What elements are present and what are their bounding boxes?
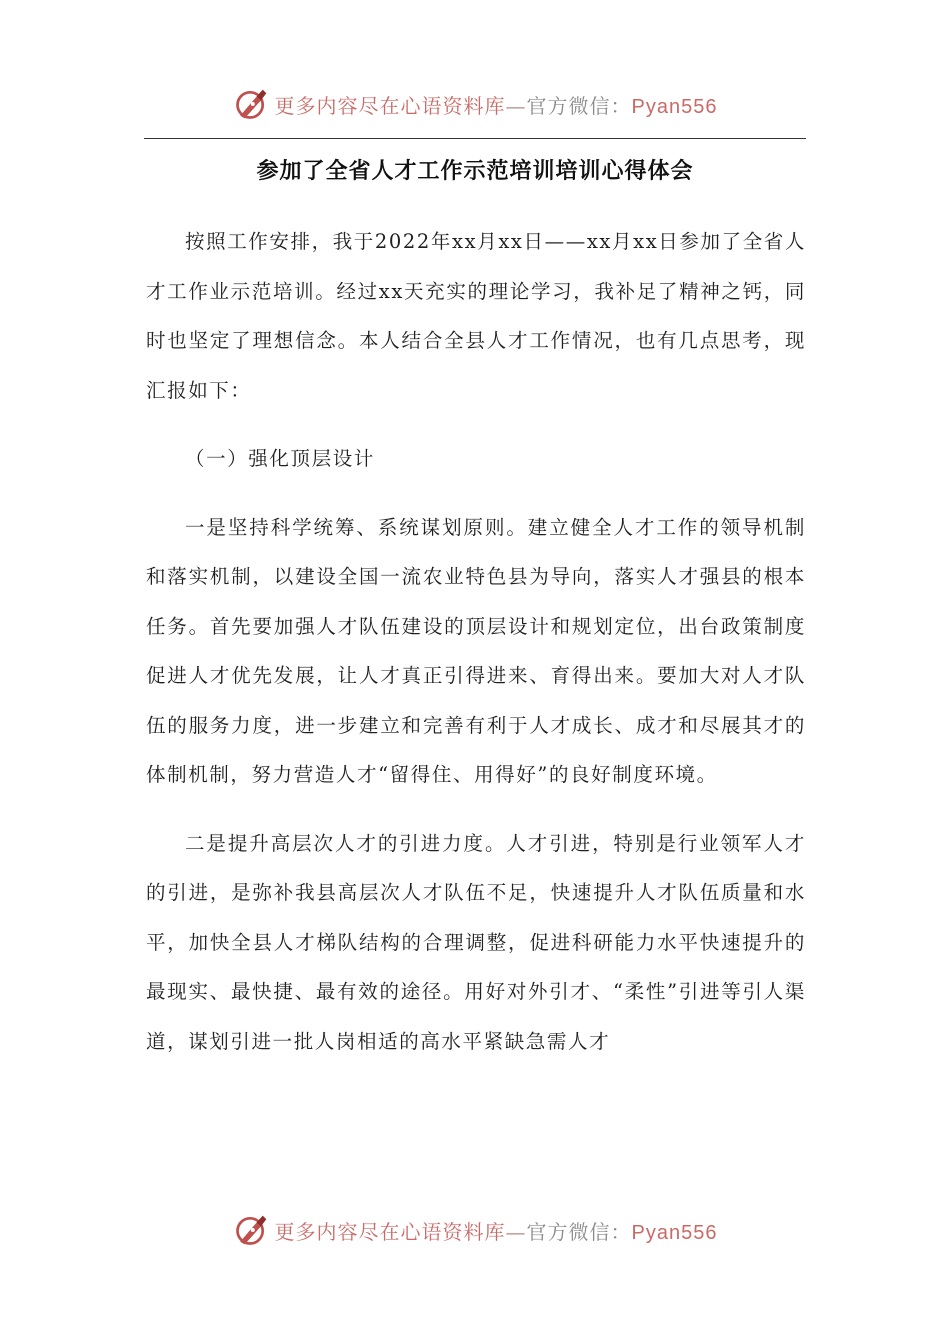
footer-brand-text: 更多内容尽在心语资料库—官方微信：Pyan556 bbox=[274, 1219, 718, 1244]
header-divider bbox=[144, 138, 806, 139]
document-body bbox=[146, 217, 806, 1066]
section-heading: （一）强化顶层设计 bbox=[185, 447, 375, 470]
point-one-paragraph: 一是坚持科学统筹、系统谋划原则。建立健全人才工作的领导机制和落实机制，以建设全国一流农业特色县为导向，落实人才强县的根本任务。首先要加强人才队伍建设的顶层设计和规划定位，出台政策制度促进人才优先发展，让人才真正引得进来、育得出来。要加大对人才队伍的服务力度，进一步建立和完善有利于人才成长、成才和尽展其才的体制机制，努力营造人才“留得住、用得好”的良好制度环境。 bbox=[146, 515, 806, 786]
header-banner bbox=[0, 82, 950, 126]
point-two-paragraph: 二是提升高层次人才的引进力度。人才引进，特别是行业领军人才的引进，是弥补我县高层次人才队伍不足，快速提升人才队伍质量和水平，加快全县人才梯队结构的合理调整，促进科研能力水平快速提升的最现实、最快捷、最有效的途径。用好对外引才、“柔性”引进等引人渠道，谋划引进一批人岗相适的高水平紧缺急需人才 bbox=[146, 831, 806, 1053]
pen-nib-logo-icon bbox=[233, 86, 269, 122]
intro-paragraph: 按照工作安排，我于2022年xx月xx日——xx月xx日参加了全省人才工作业示范培训。经过xx天充实的理论学习，我补足了精神之钙，同时也坚定了理想信念。本人结合全县人才工作情况，也有几点思考，现汇报如下： bbox=[146, 230, 807, 402]
document-title: 参加了全省人才工作示范培训培训心得体会 bbox=[256, 159, 694, 184]
header-brand-text: 更多内容尽在心语资料库—官方微信：Pyan556 bbox=[274, 93, 718, 118]
footer-banner bbox=[0, 1208, 950, 1252]
pen-nib-logo-icon bbox=[233, 1212, 269, 1248]
